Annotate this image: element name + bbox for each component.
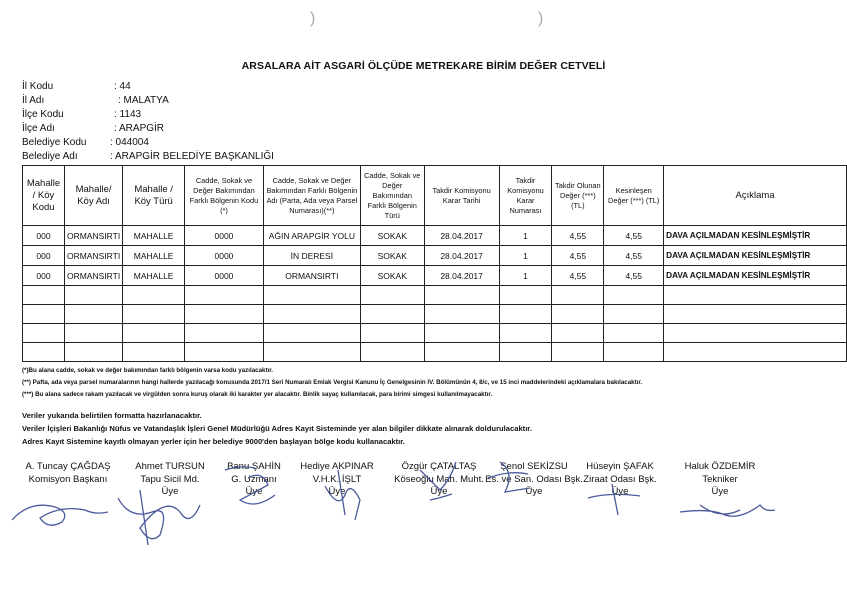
signatory-role: Ziraat Odası Bşk. — [583, 473, 657, 485]
info-value: : 44 — [114, 81, 131, 92]
empty-cell — [185, 286, 264, 305]
table-cell: ORMANSIRTI — [263, 266, 360, 286]
empty-cell — [185, 305, 264, 324]
empty-row — [23, 343, 847, 362]
table-cell: DAVA AÇILMADAN KESİNLEŞMİŞTİR — [664, 246, 847, 266]
empty-cell — [424, 343, 499, 362]
column-header: Takdir Komisyonu Karar Tarihi — [424, 166, 499, 226]
table-cell: SOKAK — [360, 226, 424, 246]
info-label: İl Adı — [22, 95, 45, 106]
footnote-line: (**) Pafta, ada veya parsel numaralarının hangi hallerde yazılacağı konusunda 2017/1 Seri Numaralı Emlak Vergisi Kanunu İç Genelgesinin IV. Bölümünün 4, 8/c, ve 15 inci maddelerindeki açıklamalara bakılacaktır. — [22, 379, 643, 386]
info-label: Belediye Kodu — [22, 137, 87, 148]
footnotes — [22, 365, 642, 401]
signatory-name: A. Tuncay ÇAĞDAŞ — [25, 461, 111, 472]
column-header: Mahalle / Köy Kodu — [23, 166, 65, 226]
footnote-line: (***) Bu alana sadece rakam yazılacak ve virgülden sonra kuruş olarak iki karakter yer alacaktır. Binlik sayaç kullanılacak, para birimi simgesi kullanılmayacaktır. — [22, 391, 493, 398]
empty-cell — [664, 324, 847, 343]
empty-cell — [23, 343, 65, 362]
table-cell: ORMANSIRTI — [64, 226, 122, 246]
empty-row — [23, 324, 847, 343]
table-header — [23, 166, 847, 226]
signatory-name: Ahmet TURSUN — [135, 461, 205, 472]
empty-cell — [552, 305, 604, 324]
empty-cell — [263, 286, 360, 305]
table-cell: 0000 — [185, 246, 264, 266]
value-table — [22, 165, 847, 362]
scan-mark-left: ) — [310, 10, 316, 27]
info-value: : 1143 — [114, 109, 142, 120]
signatory-name: Şenol SEKİZSU — [500, 461, 568, 472]
empty-cell — [499, 324, 552, 343]
empty-cell — [664, 305, 847, 324]
empty-cell — [499, 343, 552, 362]
empty-cell — [499, 305, 552, 324]
table-row — [23, 226, 847, 246]
signatory-name: Hediye AKPINAR — [300, 461, 374, 472]
table-cell: 4,55 — [604, 246, 664, 266]
signatory-name: Hüseyin ŞAFAK — [586, 461, 654, 472]
info-value: : ARAPGİR BELEDİYE BAŞKANLIĞI — [110, 151, 274, 162]
signatory — [658, 461, 782, 499]
empty-row — [23, 305, 847, 324]
table-cell: AĞIN ARAPGİR YOLU — [263, 226, 360, 246]
signatory-name: Özgür ÇATALTAŞ — [401, 461, 477, 472]
column-header: Takdir Olunan Değer (***) (TL) — [552, 166, 604, 226]
empty-cell — [552, 324, 604, 343]
empty-cell — [552, 286, 604, 305]
document-title: ARSALARA AİT ASGARİ ÖLÇÜDE METREKARE BİRİM DEĞER CETVELİ — [241, 60, 606, 72]
table-cell: 1 — [499, 226, 552, 246]
signatory-sub: Üye — [328, 486, 346, 497]
info-label: İlçe Adı — [22, 123, 55, 134]
empty-cell — [263, 305, 360, 324]
empty-cell — [360, 286, 424, 305]
info-value: : 044004 — [110, 137, 149, 148]
table-cell: 0000 — [185, 226, 264, 246]
scan-mark-right: ) — [538, 10, 544, 27]
empty-cell — [23, 324, 65, 343]
column-header: Mahalle/ Köy Adı — [64, 166, 122, 226]
empty-cell — [123, 286, 185, 305]
empty-cell — [263, 343, 360, 362]
table-cell: 000 — [23, 266, 65, 286]
table-cell: 1 — [499, 246, 552, 266]
table-cell: 000 — [23, 246, 65, 266]
info-label: Belediye Adı — [22, 151, 78, 162]
table-cell: 4,55 — [552, 226, 604, 246]
info-value: : ARAPGİR — [114, 123, 165, 134]
footnote-line: (*)Bu alana cadde, sokak ve değer bakımından farklı bölgenin varsa kodu yazılacaktır. — [22, 367, 274, 374]
table-row — [23, 266, 847, 286]
column-header: Takdir Komisyonu Karar Numarası — [499, 166, 552, 226]
empty-cell — [424, 286, 499, 305]
empty-cell — [604, 286, 664, 305]
table-cell: 28.04.2017 — [424, 246, 499, 266]
table-cell: 4,55 — [552, 246, 604, 266]
table-row — [23, 246, 847, 266]
instruction-line: Veriler yukarıda belirtilen formatta hazırlanacaktır. — [22, 411, 202, 420]
empty-cell — [424, 305, 499, 324]
signatory-sub: Üye — [611, 486, 629, 497]
instruction-line: Veriler İçişleri Bakanlığı Nüfus ve Vatandaşlık İşleri Genel Müdürlüğü Adres Kayıt Sisteminde yer alan bilgiler dikkate alınarak doldurulacaktır. — [22, 424, 532, 433]
empty-cell — [64, 305, 122, 324]
empty-cell — [604, 305, 664, 324]
signatory-role: V.H.K. İŞLT — [312, 473, 362, 485]
signatory-sub: Üye — [711, 486, 729, 497]
empty-cell — [64, 343, 122, 362]
column-header: Açıklama — [664, 166, 847, 226]
empty-cell — [23, 286, 65, 305]
empty-cell — [360, 324, 424, 343]
empty-cell — [552, 343, 604, 362]
table-cell: MAHALLE — [123, 226, 185, 246]
empty-cell — [123, 343, 185, 362]
signatory-name: Banu ŞAHİN — [227, 461, 281, 472]
empty-cell — [185, 343, 264, 362]
signatory-sub: Üye — [525, 486, 543, 497]
table-cell: 28.04.2017 — [424, 266, 499, 286]
table-cell: ORMANSIRTI — [64, 246, 122, 266]
table-cell: ORMANSIRTI — [64, 266, 122, 286]
info-label: İlçe Kodu — [22, 109, 64, 120]
empty-cell — [123, 305, 185, 324]
column-header: Cadde, Sokak ve Değer Bakımından Farklı Bölgenin Adı (Parta, Ada veya Parsel Numarası)(**) — [263, 166, 360, 226]
table-cell: 0000 — [185, 266, 264, 286]
table-cell: 4,55 — [604, 266, 664, 286]
empty-cell — [123, 324, 185, 343]
empty-cell — [499, 286, 552, 305]
signatory-role: Tapu Sicil Md. — [140, 473, 200, 485]
empty-cell — [424, 324, 499, 343]
signatory-role: Komisyon Başkanı — [28, 473, 108, 485]
empty-cell — [664, 286, 847, 305]
table-cell: 28.04.2017 — [424, 226, 499, 246]
table-cell: İN DERESİ — [263, 246, 360, 266]
table-cell: SOKAK — [360, 246, 424, 266]
empty-cell — [664, 343, 847, 362]
empty-cell — [185, 324, 264, 343]
column-header: Cadde, Sokak ve Değer Bakımından Farklı Bölgenin Kodu (*) — [185, 166, 264, 226]
table-cell: MAHALLE — [123, 266, 185, 286]
empty-cell — [604, 343, 664, 362]
info-value: : MALATYA — [118, 95, 169, 106]
signatory-role: Tekniker — [702, 473, 738, 485]
table-cell: 1 — [499, 266, 552, 286]
signatory-sub: Üye — [161, 486, 179, 497]
empty-cell — [263, 324, 360, 343]
signatory-role: Es. ve San. Odası Bşk. — [485, 473, 583, 485]
column-header: Cadde, Sokak ve Değer Bakımından Farklı Bölgenin Türü — [360, 166, 424, 226]
empty-cell — [360, 343, 424, 362]
signatory-role: G. Uzmanı — [231, 473, 277, 485]
table-cell: 4,55 — [604, 226, 664, 246]
table-cell: 4,55 — [552, 266, 604, 286]
signatory-sub: Üye — [245, 486, 263, 497]
table-cell: DAVA AÇILMADAN KESİNLEŞMİŞTİR — [664, 266, 847, 286]
signatory-name: Haluk ÖZDEMİR — [684, 461, 756, 472]
empty-row — [23, 286, 847, 305]
empty-cell — [23, 305, 65, 324]
instruction-line: Adres Kayıt Sistemine kayıtlı olmayan yerler için her belediye 9000'den başlayan bölge kodu kullanacaktır. — [22, 437, 405, 446]
column-header: Kesinleşen Değer (***) (TL) — [604, 166, 664, 226]
empty-cell — [64, 286, 122, 305]
table-cell: MAHALLE — [123, 246, 185, 266]
table-cell: SOKAK — [360, 266, 424, 286]
table-cell: DAVA AÇILMADAN KESİNLEŞMİŞTİR — [664, 226, 847, 246]
column-header: Mahalle / Köy Türü — [123, 166, 185, 226]
instructions — [22, 409, 532, 448]
empty-cell — [64, 324, 122, 343]
signatory-sub: Üye — [430, 486, 448, 497]
table-cell: 000 — [23, 226, 65, 246]
signatory-role: Köseoğlu Mah. Muht. — [394, 473, 484, 485]
empty-cell — [604, 324, 664, 343]
info-label: İl Kodu — [22, 81, 54, 92]
empty-cell — [360, 305, 424, 324]
